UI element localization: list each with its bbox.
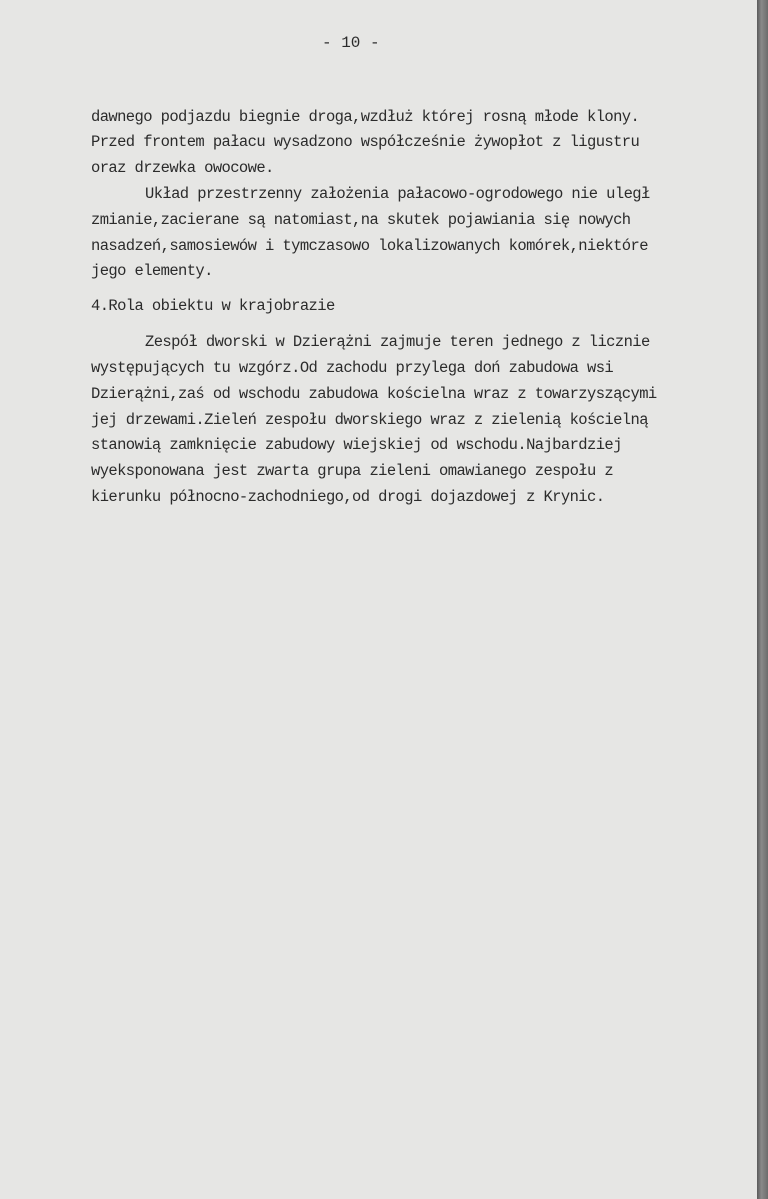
text-line-12: jej drzewami.Zieleń zespołu dworskiego wraz z zielenią kościelną	[91, 411, 648, 429]
text-line-10: występujących tu wzgórz.Od zachodu przylega doń zabudowa wsi	[91, 359, 614, 377]
text-line-4: Układ przestrzenny założenia pałacowo-ogrodowego nie uległ	[145, 185, 650, 203]
text-line-15: kierunku północno-zachodniego,od drogi dojazdowej z Krynic.	[91, 488, 605, 506]
page-number: - 10 -	[322, 34, 380, 52]
text-line-13: stanowią zamknięcie zabudowy wiejskiej od wschodu.Najbardziej	[91, 436, 622, 454]
text-line-11: Dzierążni,zaś od wschodu zabudowa kościelna wraz z towarzyszącymi	[91, 385, 657, 403]
section-heading: 4.Rola obiektu w krajobrazie	[91, 297, 335, 315]
text-line-1: dawnego podjazdu biegnie droga,wzdłuż której rosną młode klony.	[91, 108, 640, 126]
text-line-2: Przed frontem pałacu wysadzono współcześnie żywopłot z ligustru	[91, 133, 640, 151]
scan-edge	[757, 0, 768, 1199]
text-line-5: zmianie,zacierane są natomiast,na skutek pojawiania się nowych	[91, 211, 631, 229]
text-line-14: wyeksponowana jest zwarta grupa zieleni omawianego zespołu z	[91, 462, 614, 480]
text-line-7: jego elementy.	[91, 262, 213, 280]
text-line-9: Zespół dworski w Dzierążni zajmuje teren jednego z licznie	[145, 333, 650, 351]
text-line-3: oraz drzewka owocowe.	[91, 159, 274, 177]
text-line-6: nasadzeń,samosiewów i tymczasowo lokalizowanych komórek,niektóre	[91, 237, 648, 255]
